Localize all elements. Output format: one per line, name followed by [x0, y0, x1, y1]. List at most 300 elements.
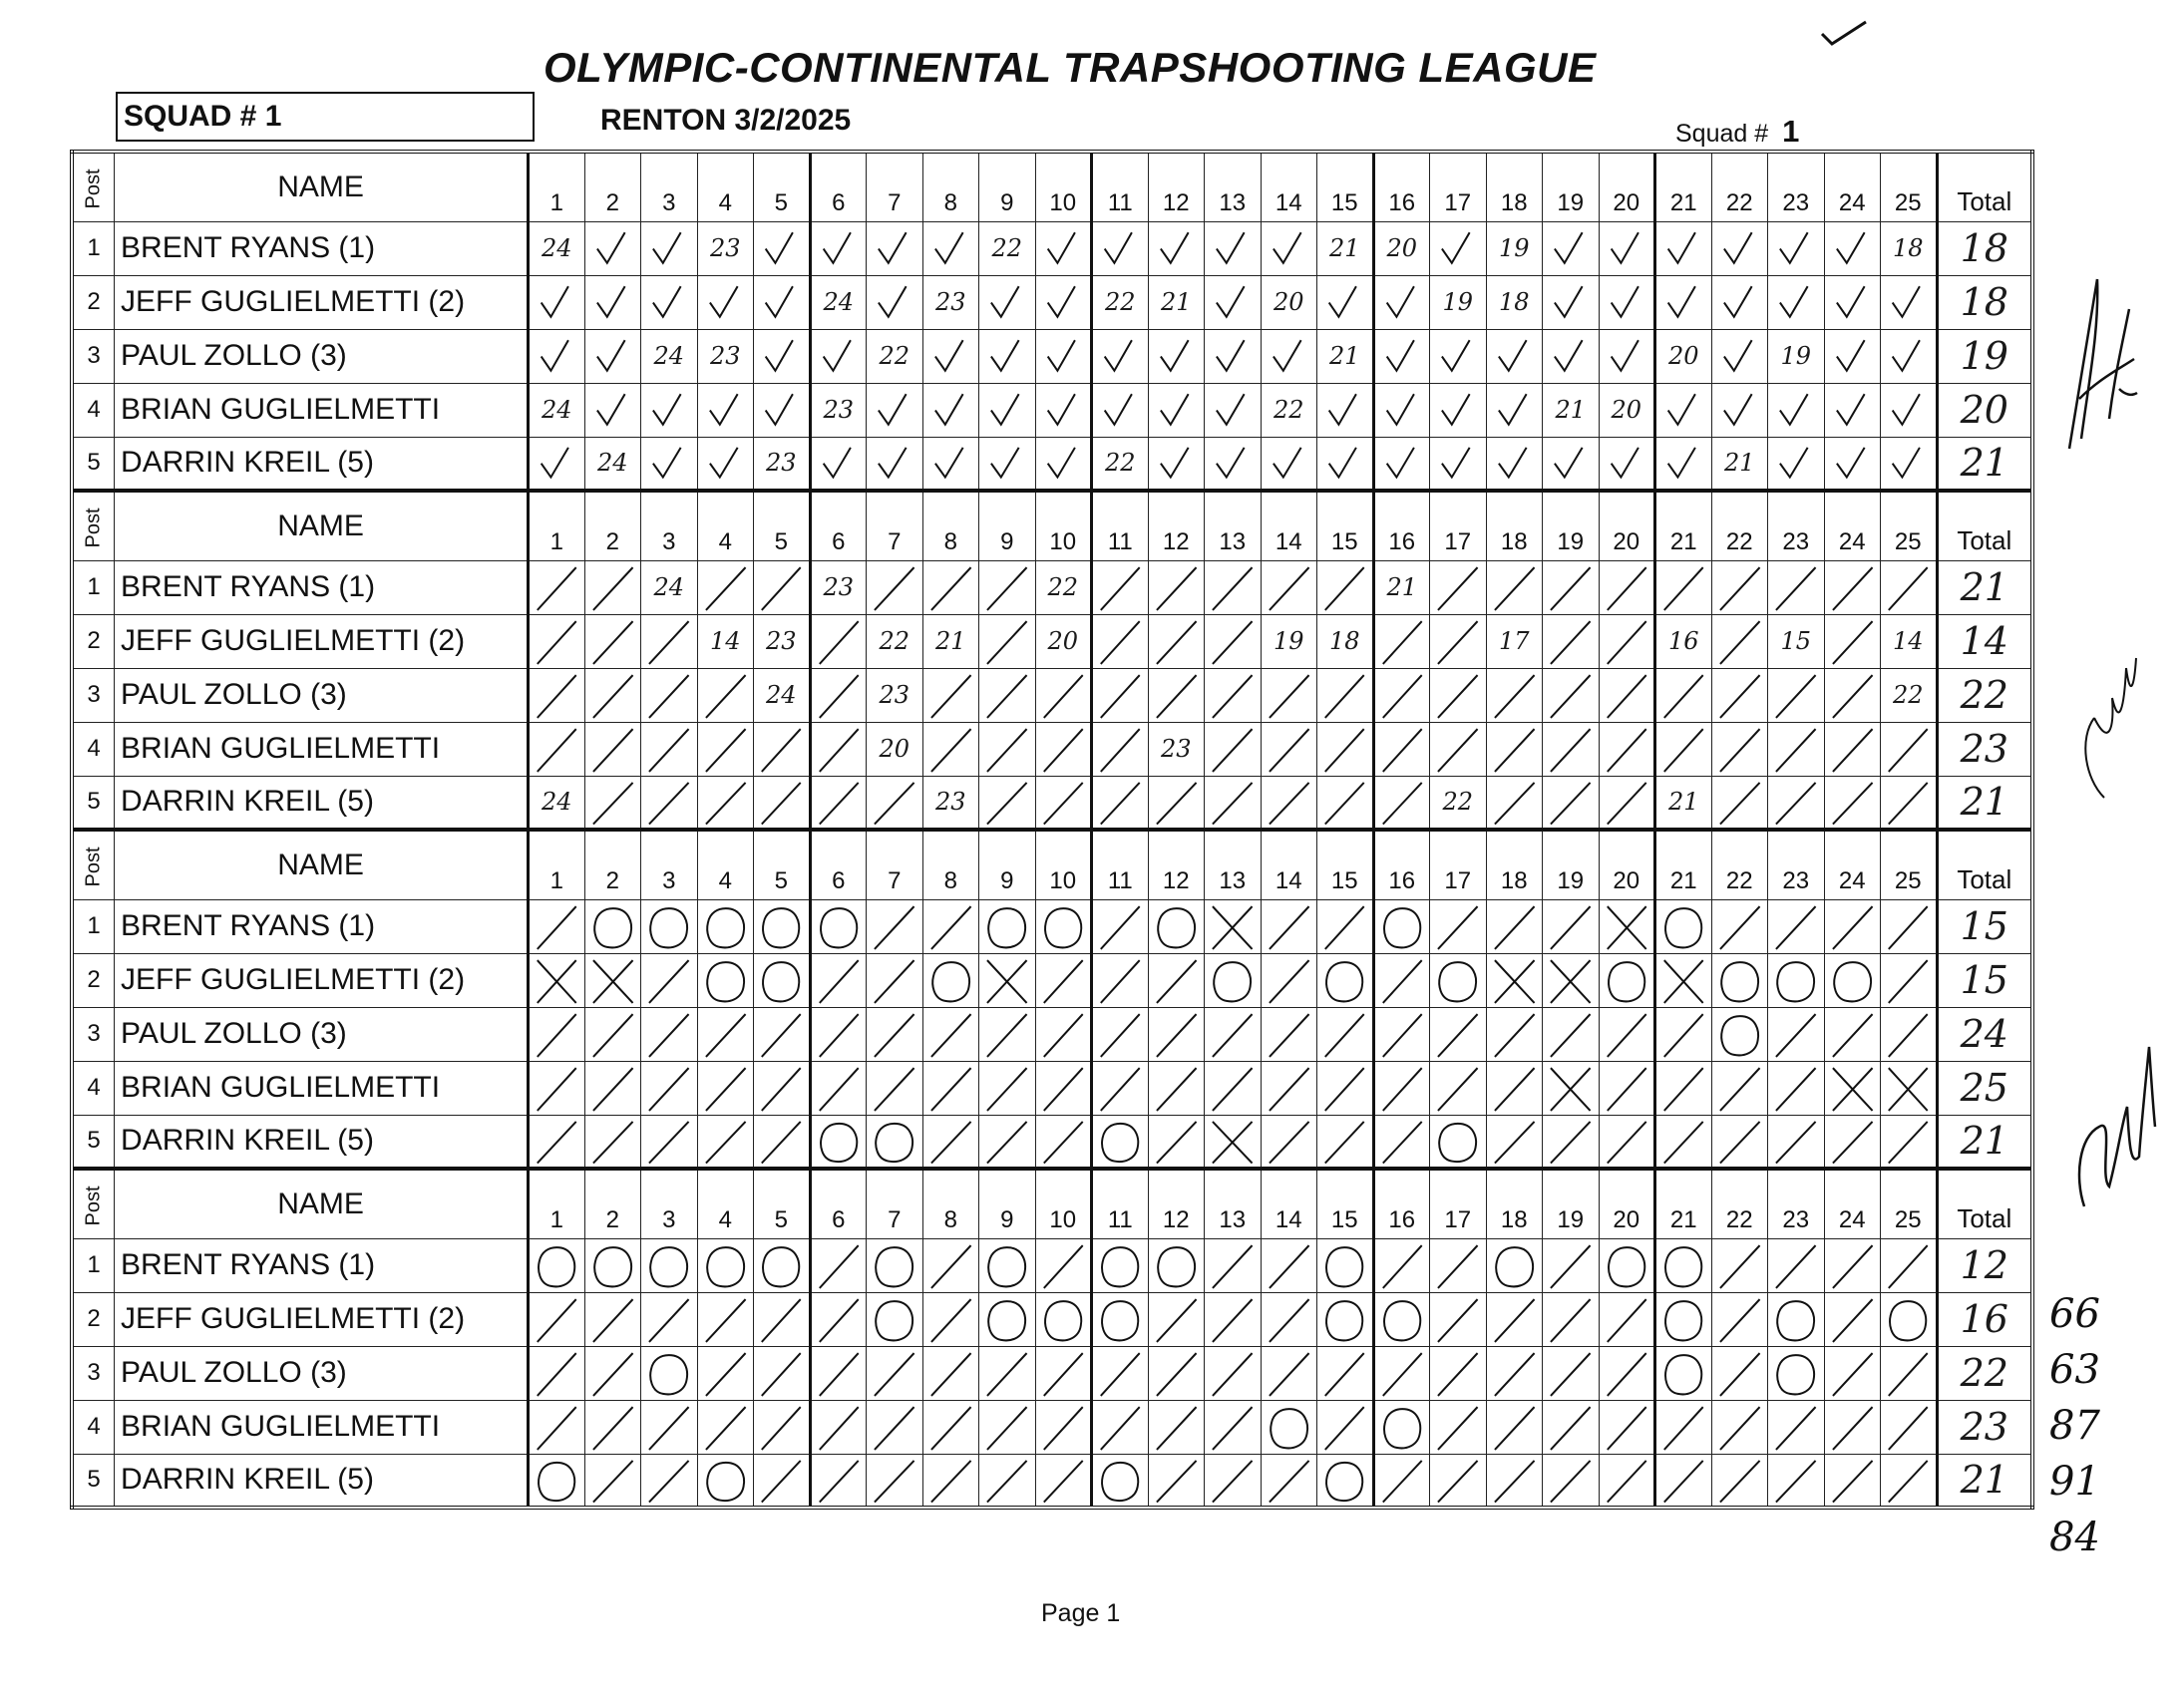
column-header: 7: [867, 830, 923, 899]
column-header: 12: [1148, 491, 1205, 560]
circle-mark-icon: [585, 900, 641, 953]
score-cell: [1711, 275, 1768, 329]
slash-mark-icon: [1149, 1062, 1205, 1115]
shooter-row: [72, 1007, 2032, 1061]
column-header: 18: [1486, 1169, 1543, 1238]
slash-mark-icon: [698, 777, 754, 829]
score-cell: [1205, 1115, 1262, 1169]
column-header: 9: [979, 491, 1036, 560]
slash-mark-icon: [1881, 777, 1936, 829]
column-header: 3: [641, 1169, 698, 1238]
header-row: [72, 152, 2032, 221]
circle-mark-icon: [1036, 1293, 1091, 1346]
score-cell: [1599, 275, 1655, 329]
shooter-row: [72, 1454, 2032, 1508]
slash-mark-icon: [1600, 1062, 1654, 1115]
check-mark-icon: [1656, 438, 1711, 490]
running-count: 22: [879, 341, 910, 370]
score-cell: [1711, 1115, 1768, 1169]
score-cell: [1430, 614, 1487, 668]
slash-mark-icon: [1149, 1293, 1205, 1346]
total-header: Total: [1937, 830, 2032, 899]
score-cell: [1768, 953, 1825, 1007]
running-count: 22: [1105, 287, 1136, 316]
score-cell: [1430, 221, 1487, 275]
column-header: 4: [697, 491, 754, 560]
score-cell: [584, 383, 641, 437]
shooter-row: [72, 899, 2032, 953]
row-total-value: 21: [1960, 780, 2008, 825]
score-cell: [641, 275, 698, 329]
score-cell: [867, 1115, 923, 1169]
score-cell: [697, 1292, 754, 1346]
slash-mark-icon: [1036, 1008, 1091, 1061]
check-mark-icon: [1881, 384, 1936, 437]
shooter-name: BRENT RYANS (1): [115, 221, 529, 275]
score-cell: [1261, 1238, 1317, 1292]
cross-mark-icon: [1543, 954, 1599, 1007]
score-cell: [1543, 776, 1600, 830]
score-cell: [1261, 275, 1317, 329]
score-cell: [1486, 1292, 1543, 1346]
running-count: 18: [1893, 233, 1924, 262]
slash-mark-icon: [1093, 777, 1148, 829]
score-cell: [1711, 1061, 1768, 1115]
score-cell: [1824, 722, 1881, 776]
score-cell: [1599, 437, 1655, 491]
slash-mark-icon: [1093, 1062, 1148, 1115]
score-cell: [1599, 560, 1655, 614]
score-cell: [1205, 776, 1262, 830]
score-cell: [1261, 1061, 1317, 1115]
circle-mark-icon: [1768, 1347, 1824, 1400]
slash-mark-icon: [1149, 1401, 1205, 1454]
slash-mark-icon: [1093, 1401, 1148, 1454]
score-cell: [810, 722, 867, 776]
check-mark-icon: [1600, 276, 1654, 329]
slash-mark-icon: [867, 954, 922, 1007]
column-header: 17: [1430, 1169, 1487, 1238]
score-cell: [1768, 1400, 1825, 1454]
column-header: 21: [1655, 491, 1712, 560]
score-cell: [1768, 899, 1825, 953]
score-cell: [1035, 560, 1092, 614]
circle-mark-icon: [867, 1116, 922, 1168]
header-row: [72, 830, 2032, 899]
row-total: [1937, 722, 2032, 776]
score-cell: [1148, 1346, 1205, 1400]
cross-mark-icon: [585, 954, 641, 1007]
score-cell: [641, 614, 698, 668]
score-cell: [1317, 1238, 1374, 1292]
score-cell: [867, 1400, 923, 1454]
score-cell: [922, 1400, 979, 1454]
slash-mark-icon: [530, 669, 584, 722]
score-cell: [922, 899, 979, 953]
row-total-value: 21: [1960, 441, 2008, 486]
slash-mark-icon: [585, 1008, 641, 1061]
check-mark-icon: [1375, 276, 1430, 329]
slash-mark-icon: [1036, 1239, 1091, 1292]
running-count: 22: [879, 626, 910, 655]
circle-mark-icon: [979, 1239, 1035, 1292]
slash-mark-icon: [923, 723, 979, 776]
column-header: 18: [1486, 830, 1543, 899]
column-header: 25: [1881, 491, 1938, 560]
check-mark-icon: [585, 384, 641, 437]
circle-mark-icon: [1487, 1239, 1543, 1292]
shooter-name: BRIAN GUGLIELMETTI: [115, 383, 529, 437]
column-header: 20: [1599, 1169, 1655, 1238]
score-cell: [1317, 1061, 1374, 1115]
row-total-value: 15: [1960, 904, 2008, 948]
score-cell: [1430, 383, 1487, 437]
slash-mark-icon: [1881, 1401, 1936, 1454]
shooter-name: BRIAN GUGLIELMETTI: [115, 1400, 529, 1454]
score-cell: [922, 1007, 979, 1061]
score-cell: [529, 899, 585, 953]
score-cell: [754, 722, 811, 776]
score-cell: [1543, 899, 1600, 953]
score-cell: [1205, 383, 1262, 437]
slash-mark-icon: [1656, 669, 1711, 722]
circle-mark-icon: [698, 1455, 754, 1507]
score-cell: [1261, 1115, 1317, 1169]
column-header: 13: [1205, 830, 1262, 899]
circle-mark-icon: [1317, 1239, 1372, 1292]
slash-mark-icon: [1093, 1008, 1148, 1061]
score-cell: [529, 437, 585, 491]
slash-mark-icon: [1317, 1008, 1372, 1061]
slash-mark-icon: [1825, 777, 1881, 829]
score-cell: [979, 1346, 1036, 1400]
slash-mark-icon: [979, 1008, 1035, 1061]
slash-mark-icon: [1881, 954, 1936, 1007]
score-cell: [1373, 329, 1430, 383]
score-cell: [641, 383, 698, 437]
row-total-value: 19: [1960, 334, 2008, 378]
slash-mark-icon: [1317, 1347, 1372, 1400]
row-total-value: 24: [1960, 1012, 2008, 1056]
score-cell: [1035, 668, 1092, 722]
row-total-value: 16: [1960, 1297, 2008, 1341]
check-mark-icon: [1205, 384, 1261, 437]
score-cell: [529, 1292, 585, 1346]
score-cell: [810, 1454, 867, 1508]
slash-mark-icon: [1093, 615, 1148, 668]
slash-mark-icon: [641, 1008, 697, 1061]
score-cell: [1373, 1238, 1430, 1292]
score-cell: [1824, 953, 1881, 1007]
column-header: 20: [1599, 491, 1655, 560]
score-cell: [529, 668, 585, 722]
score-cell: [1824, 329, 1881, 383]
score-cell: [1543, 1346, 1600, 1400]
squad-number-value: 1: [1782, 114, 1800, 149]
slash-mark-icon: [1036, 1116, 1091, 1168]
score-cell: [754, 776, 811, 830]
check-mark-icon: [1093, 222, 1148, 275]
circle-mark-icon: [530, 1239, 584, 1292]
score-cell: [867, 1061, 923, 1115]
score-cell: [754, 1400, 811, 1454]
score-cell: [1092, 614, 1149, 668]
score-cell: [1148, 221, 1205, 275]
check-mark-icon: [1768, 276, 1824, 329]
check-mark-icon: [1093, 384, 1148, 437]
score-cell: [1711, 1238, 1768, 1292]
slash-mark-icon: [1825, 1008, 1881, 1061]
circle-mark-icon: [1093, 1293, 1148, 1346]
post-number: 1: [72, 1238, 115, 1292]
slash-mark-icon: [1430, 669, 1486, 722]
score-cell: [1261, 221, 1317, 275]
running-count: 24: [766, 680, 797, 709]
score-cell: [1655, 614, 1712, 668]
slash-mark-icon: [1712, 1293, 1768, 1346]
circle-mark-icon: [754, 900, 809, 953]
score-cell: [1599, 776, 1655, 830]
score-cell: [1148, 275, 1205, 329]
score-cell: [922, 1292, 979, 1346]
running-count: 23: [766, 448, 797, 477]
column-header: 17: [1430, 491, 1487, 560]
check-mark-icon: [1149, 222, 1205, 275]
circle-mark-icon: [1600, 954, 1654, 1007]
score-cell: [697, 437, 754, 491]
slash-mark-icon: [1262, 669, 1317, 722]
running-count: 23: [935, 787, 966, 816]
check-mark-icon: [1262, 222, 1317, 275]
score-cell: [867, 1292, 923, 1346]
score-cell: [1035, 614, 1092, 668]
score-cell: [1092, 1115, 1149, 1169]
slash-mark-icon: [1656, 1116, 1711, 1168]
slash-mark-icon: [585, 561, 641, 614]
slash-mark-icon: [1768, 1455, 1824, 1507]
circle-mark-icon: [1149, 1239, 1205, 1292]
check-mark-icon: [1430, 222, 1486, 275]
slash-mark-icon: [754, 1347, 809, 1400]
row-total: [1937, 383, 2032, 437]
slash-mark-icon: [1543, 1239, 1599, 1292]
score-cell: [1486, 437, 1543, 491]
column-header: 24: [1824, 152, 1881, 221]
check-mark-icon: [1825, 222, 1881, 275]
slash-mark-icon: [1317, 723, 1372, 776]
shooter-name: DARRIN KREIL (5): [115, 776, 529, 830]
score-cell: [1261, 722, 1317, 776]
slash-mark-icon: [1825, 1116, 1881, 1168]
score-cell: [1430, 1238, 1487, 1292]
score-cell: [754, 1346, 811, 1400]
score-cell: [1486, 1454, 1543, 1508]
score-cell: [1655, 1292, 1712, 1346]
slash-mark-icon: [923, 1401, 979, 1454]
slash-mark-icon: [585, 777, 641, 829]
slash-mark-icon: [1375, 615, 1430, 668]
score-cell: [922, 1061, 979, 1115]
score-cell: [922, 275, 979, 329]
post-number: 4: [72, 383, 115, 437]
score-cell: [1543, 1292, 1600, 1346]
check-mark-icon: [641, 222, 697, 275]
slash-mark-icon: [1712, 561, 1768, 614]
score-cell: [1881, 275, 1938, 329]
slash-mark-icon: [1205, 1008, 1261, 1061]
score-cell: [1881, 383, 1938, 437]
score-cell: [1486, 1061, 1543, 1115]
slash-mark-icon: [1317, 1116, 1372, 1168]
shooter-row: [72, 560, 2032, 614]
slash-mark-icon: [1205, 615, 1261, 668]
running-count: 20: [1047, 626, 1079, 655]
score-cell: [867, 953, 923, 1007]
score-cell: [1543, 1400, 1600, 1454]
score-cell: [810, 614, 867, 668]
score-cell: [922, 668, 979, 722]
score-cell: [1430, 437, 1487, 491]
score-cell: [697, 1454, 754, 1508]
score-cell: [1035, 1454, 1092, 1508]
score-cell: [584, 1454, 641, 1508]
score-cell: [1655, 329, 1712, 383]
check-mark-icon: [1712, 384, 1768, 437]
score-cell: [754, 1454, 811, 1508]
shooter-row: [72, 437, 2032, 491]
slash-mark-icon: [1768, 669, 1824, 722]
circle-mark-icon: [1881, 1293, 1936, 1346]
score-cell: [1768, 221, 1825, 275]
shooter-row: [72, 1346, 2032, 1400]
score-cell: [1768, 329, 1825, 383]
name-header: NAME: [115, 1169, 529, 1238]
shooter-row: [72, 1400, 2032, 1454]
check-mark-icon: [1881, 276, 1936, 329]
squad-number: [1675, 114, 1799, 150]
check-mark-icon: [1487, 330, 1543, 383]
page-title: OLYMPIC-CONTINENTAL TRAPSHOOTING LEAGUE: [544, 44, 1597, 91]
slash-mark-icon: [1375, 1062, 1430, 1115]
slash-mark-icon: [585, 1062, 641, 1115]
slash-mark-icon: [1375, 777, 1430, 829]
check-mark-icon: [1768, 222, 1824, 275]
slash-mark-icon: [1149, 1008, 1205, 1061]
score-cell: [1317, 953, 1374, 1007]
score-cell: [1317, 1346, 1374, 1400]
score-cell: [810, 1346, 867, 1400]
score-cell: [922, 1346, 979, 1400]
slash-mark-icon: [1149, 1116, 1205, 1168]
slash-mark-icon: [1881, 1116, 1936, 1168]
circle-mark-icon: [1768, 954, 1824, 1007]
score-table: [70, 150, 2034, 1510]
slash-mark-icon: [754, 1401, 809, 1454]
column-header: 13: [1205, 491, 1262, 560]
shooter-name: BRENT RYANS (1): [115, 560, 529, 614]
cross-mark-icon: [530, 954, 584, 1007]
running-count: 20: [1386, 233, 1418, 262]
slash-mark-icon: [923, 1455, 979, 1507]
slash-mark-icon: [1600, 1401, 1654, 1454]
score-cell: [584, 437, 641, 491]
running-count: 17: [1499, 626, 1530, 655]
score-cell: [754, 614, 811, 668]
score-cell: [1205, 1007, 1262, 1061]
slash-mark-icon: [867, 1455, 922, 1507]
running-count: 22: [1442, 787, 1474, 816]
score-cell: [1824, 899, 1881, 953]
column-header: 12: [1148, 152, 1205, 221]
score-cell: [1317, 437, 1374, 491]
check-mark-icon: [1093, 330, 1148, 383]
circle-mark-icon: [1262, 1401, 1317, 1454]
running-count: 23: [823, 572, 855, 601]
score-cell: [1092, 722, 1149, 776]
slash-mark-icon: [1881, 1239, 1936, 1292]
score-cell: [584, 776, 641, 830]
circle-mark-icon: [1656, 1347, 1711, 1400]
score-cell: [697, 1115, 754, 1169]
score-cell: [754, 560, 811, 614]
score-cell: [584, 329, 641, 383]
column-header: 2: [584, 830, 641, 899]
score-cell: [529, 560, 585, 614]
slash-mark-icon: [641, 1455, 697, 1507]
score-cell: [922, 221, 979, 275]
score-cell: [810, 776, 867, 830]
check-mark-icon: [641, 276, 697, 329]
slash-mark-icon: [1430, 1401, 1486, 1454]
column-header: 22: [1711, 1169, 1768, 1238]
score-cell: [584, 221, 641, 275]
score-cell: [979, 668, 1036, 722]
slash-mark-icon: [698, 723, 754, 776]
slash-mark-icon: [923, 1347, 979, 1400]
score-cell: [1148, 1400, 1205, 1454]
slash-mark-icon: [1430, 723, 1486, 776]
check-mark-icon: [867, 276, 922, 329]
check-mark-icon: [1430, 384, 1486, 437]
check-mark-icon: [1317, 438, 1372, 490]
slash-mark-icon: [1543, 615, 1599, 668]
row-total: [1937, 953, 2032, 1007]
row-total-value: 14: [1960, 619, 2008, 663]
slash-mark-icon: [1317, 777, 1372, 829]
slash-mark-icon: [1656, 723, 1711, 776]
score-cell: [1317, 899, 1374, 953]
slash-mark-icon: [1712, 900, 1768, 953]
score-cell: [1768, 275, 1825, 329]
row-total-value: 15: [1960, 958, 2008, 1002]
score-cell: [1035, 776, 1092, 830]
slash-mark-icon: [1149, 615, 1205, 668]
slash-mark-icon: [1768, 1008, 1824, 1061]
column-header: 11: [1092, 1169, 1149, 1238]
check-mark-icon: [585, 330, 641, 383]
column-header: 23: [1768, 491, 1825, 560]
score-cell: [979, 560, 1036, 614]
score-cell: [1035, 1292, 1092, 1346]
column-header: 9: [979, 1169, 1036, 1238]
row-total: [1937, 899, 2032, 953]
score-cell: [867, 668, 923, 722]
column-header: 7: [867, 1169, 923, 1238]
score-cell: [1881, 1454, 1938, 1508]
score-cell: [529, 722, 585, 776]
circle-mark-icon: [979, 900, 1035, 953]
shooter-row: [72, 1061, 2032, 1115]
